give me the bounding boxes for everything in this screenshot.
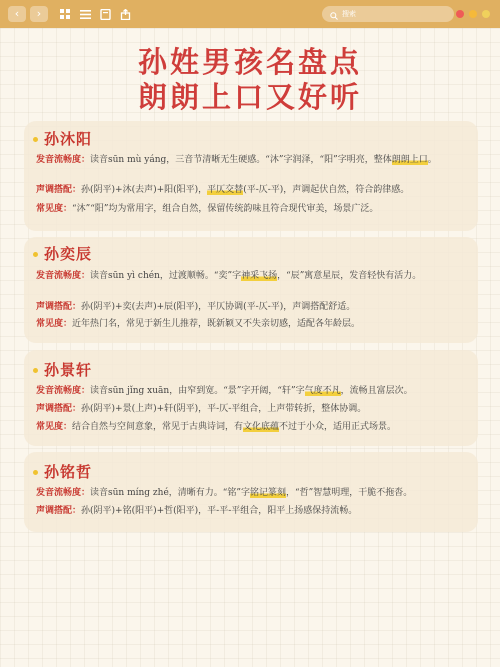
tone-text: 孙(阴平)+奕(去声)+辰(阳平)，平仄协调(平-仄-平)，声调搭配舒适。 [81, 302, 356, 312]
fluency-text-end: ，“辰”寓意星辰，发音轻快有活力。 [277, 271, 422, 281]
fluency-row [36, 487, 476, 500]
common-row [36, 421, 476, 434]
tone-text: 孙(阴平)+沐(去声)+阳(阳平)， [81, 185, 208, 195]
name-title: 孙沐阳 [44, 130, 93, 148]
close-dot[interactable] [456, 10, 464, 18]
tone-label: 声调搭配： [36, 302, 82, 312]
common-text: 结合自然与空间意象，常见于古典诗词，有 [72, 422, 244, 432]
tone-label: 声调搭配： [36, 506, 82, 516]
tone-row [36, 505, 476, 518]
fluency-label: 发音流畅度： [36, 155, 91, 165]
browser-toolbar [0, 0, 500, 28]
list-icon[interactable] [78, 7, 92, 21]
fluency-row [36, 385, 476, 398]
common-text: 近年热门名，常见于新生儿推荐，既新颖又不失亲切感，适配各年龄层。 [72, 319, 361, 329]
fluency-label: 发音流畅度： [36, 271, 91, 281]
page-title-line-1: 孙姓男孩名盘点 [137, 45, 362, 79]
share-icon[interactable] [118, 7, 132, 21]
common-text-end: 不过于小众，适用正式场景。 [279, 422, 397, 432]
tone-row [36, 301, 476, 314]
fluency-text-end: ，流畅且富层次。 [340, 386, 413, 396]
search-input[interactable] [322, 6, 454, 22]
fluency-label: 发音流畅度： [36, 488, 91, 498]
name-card-4 [24, 452, 478, 532]
fluency-text: 读音sūn míng zhé，清晰有力。“铭”字 [90, 488, 250, 498]
bullet-dot [33, 252, 38, 257]
tone-label: 声调搭配： [36, 185, 82, 195]
name-card-2 [24, 237, 478, 343]
common-highlight: 文化底蕴 [243, 422, 280, 432]
fluency-label: 发音流畅度： [36, 386, 91, 396]
common-row [36, 318, 476, 331]
common-row [36, 203, 476, 216]
grid-icon[interactable] [58, 7, 72, 21]
fluency-row [36, 270, 476, 283]
search-icon [330, 5, 338, 24]
maximize-dot[interactable] [482, 10, 490, 18]
forward-button[interactable]: › [30, 6, 48, 22]
name-card-1 [24, 121, 478, 231]
tone-text: 孙(阴平)+景(上声)+轩(阴平)，平-仄-平组合，上声带转折，整体协调。 [81, 404, 367, 414]
fluency-highlight: 朗朗上口 [391, 155, 428, 165]
fluency-row [36, 154, 476, 167]
name-title: 孙奕辰 [44, 245, 93, 263]
minimize-dot[interactable] [469, 10, 477, 18]
fluency-highlight: 气度不凡 [304, 386, 341, 396]
name-card-3 [24, 350, 478, 446]
page-title-line-2: 朗朗上口又好听 [137, 80, 362, 114]
window-controls [451, 10, 490, 18]
fluency-text: 读音sūn jǐng xuān，由窄到宽。“景”字开阔，“轩”字 [90, 386, 305, 396]
common-label: 常见度： [36, 422, 73, 432]
fluency-highlight: 神采飞扬 [241, 271, 278, 281]
fluency-highlight: 铭记篆刻 [250, 488, 287, 498]
common-label: 常见度： [36, 319, 73, 329]
tone-text-end: (平-仄-平)，声调起伏自然，符合韵律感。 [243, 185, 410, 195]
common-label: 常见度： [36, 204, 73, 214]
bullet-dot [33, 470, 38, 475]
back-button[interactable]: ‹ [8, 6, 26, 22]
tone-row [36, 184, 476, 197]
fluency-text-end: ，“哲”智慧明理，干脆不拖沓。 [286, 488, 413, 498]
fluency-text-end: 。 [427, 155, 437, 165]
fluency-text: 读音sūn mù yáng，三音节清晰无生硬感。“沐”字润泽，“阳”字明亮，整体 [90, 155, 392, 165]
fluency-text: 读音sūn yì chén，过渡顺畅。“奕”字 [90, 271, 242, 281]
name-title: 孙铭哲 [44, 463, 93, 481]
tone-row [36, 403, 476, 416]
tone-highlight: 平仄交替 [207, 185, 244, 195]
bullet-dot [33, 137, 38, 142]
name-title: 孙景轩 [44, 361, 93, 379]
tone-label: 声调搭配： [36, 404, 82, 414]
tone-text: 孙(阴平)+铭(阳平)+哲(阳平)，平-平-平组合，阳平上扬感保持流畅。 [81, 506, 358, 516]
common-text: “沐”“阳”均为常用字，组合自然，保留传统韵味且符合现代审美，场景广泛。 [72, 204, 379, 214]
search-placeholder: 搜索 [342, 10, 356, 18]
book-icon[interactable] [98, 7, 112, 21]
bullet-dot [33, 368, 38, 373]
